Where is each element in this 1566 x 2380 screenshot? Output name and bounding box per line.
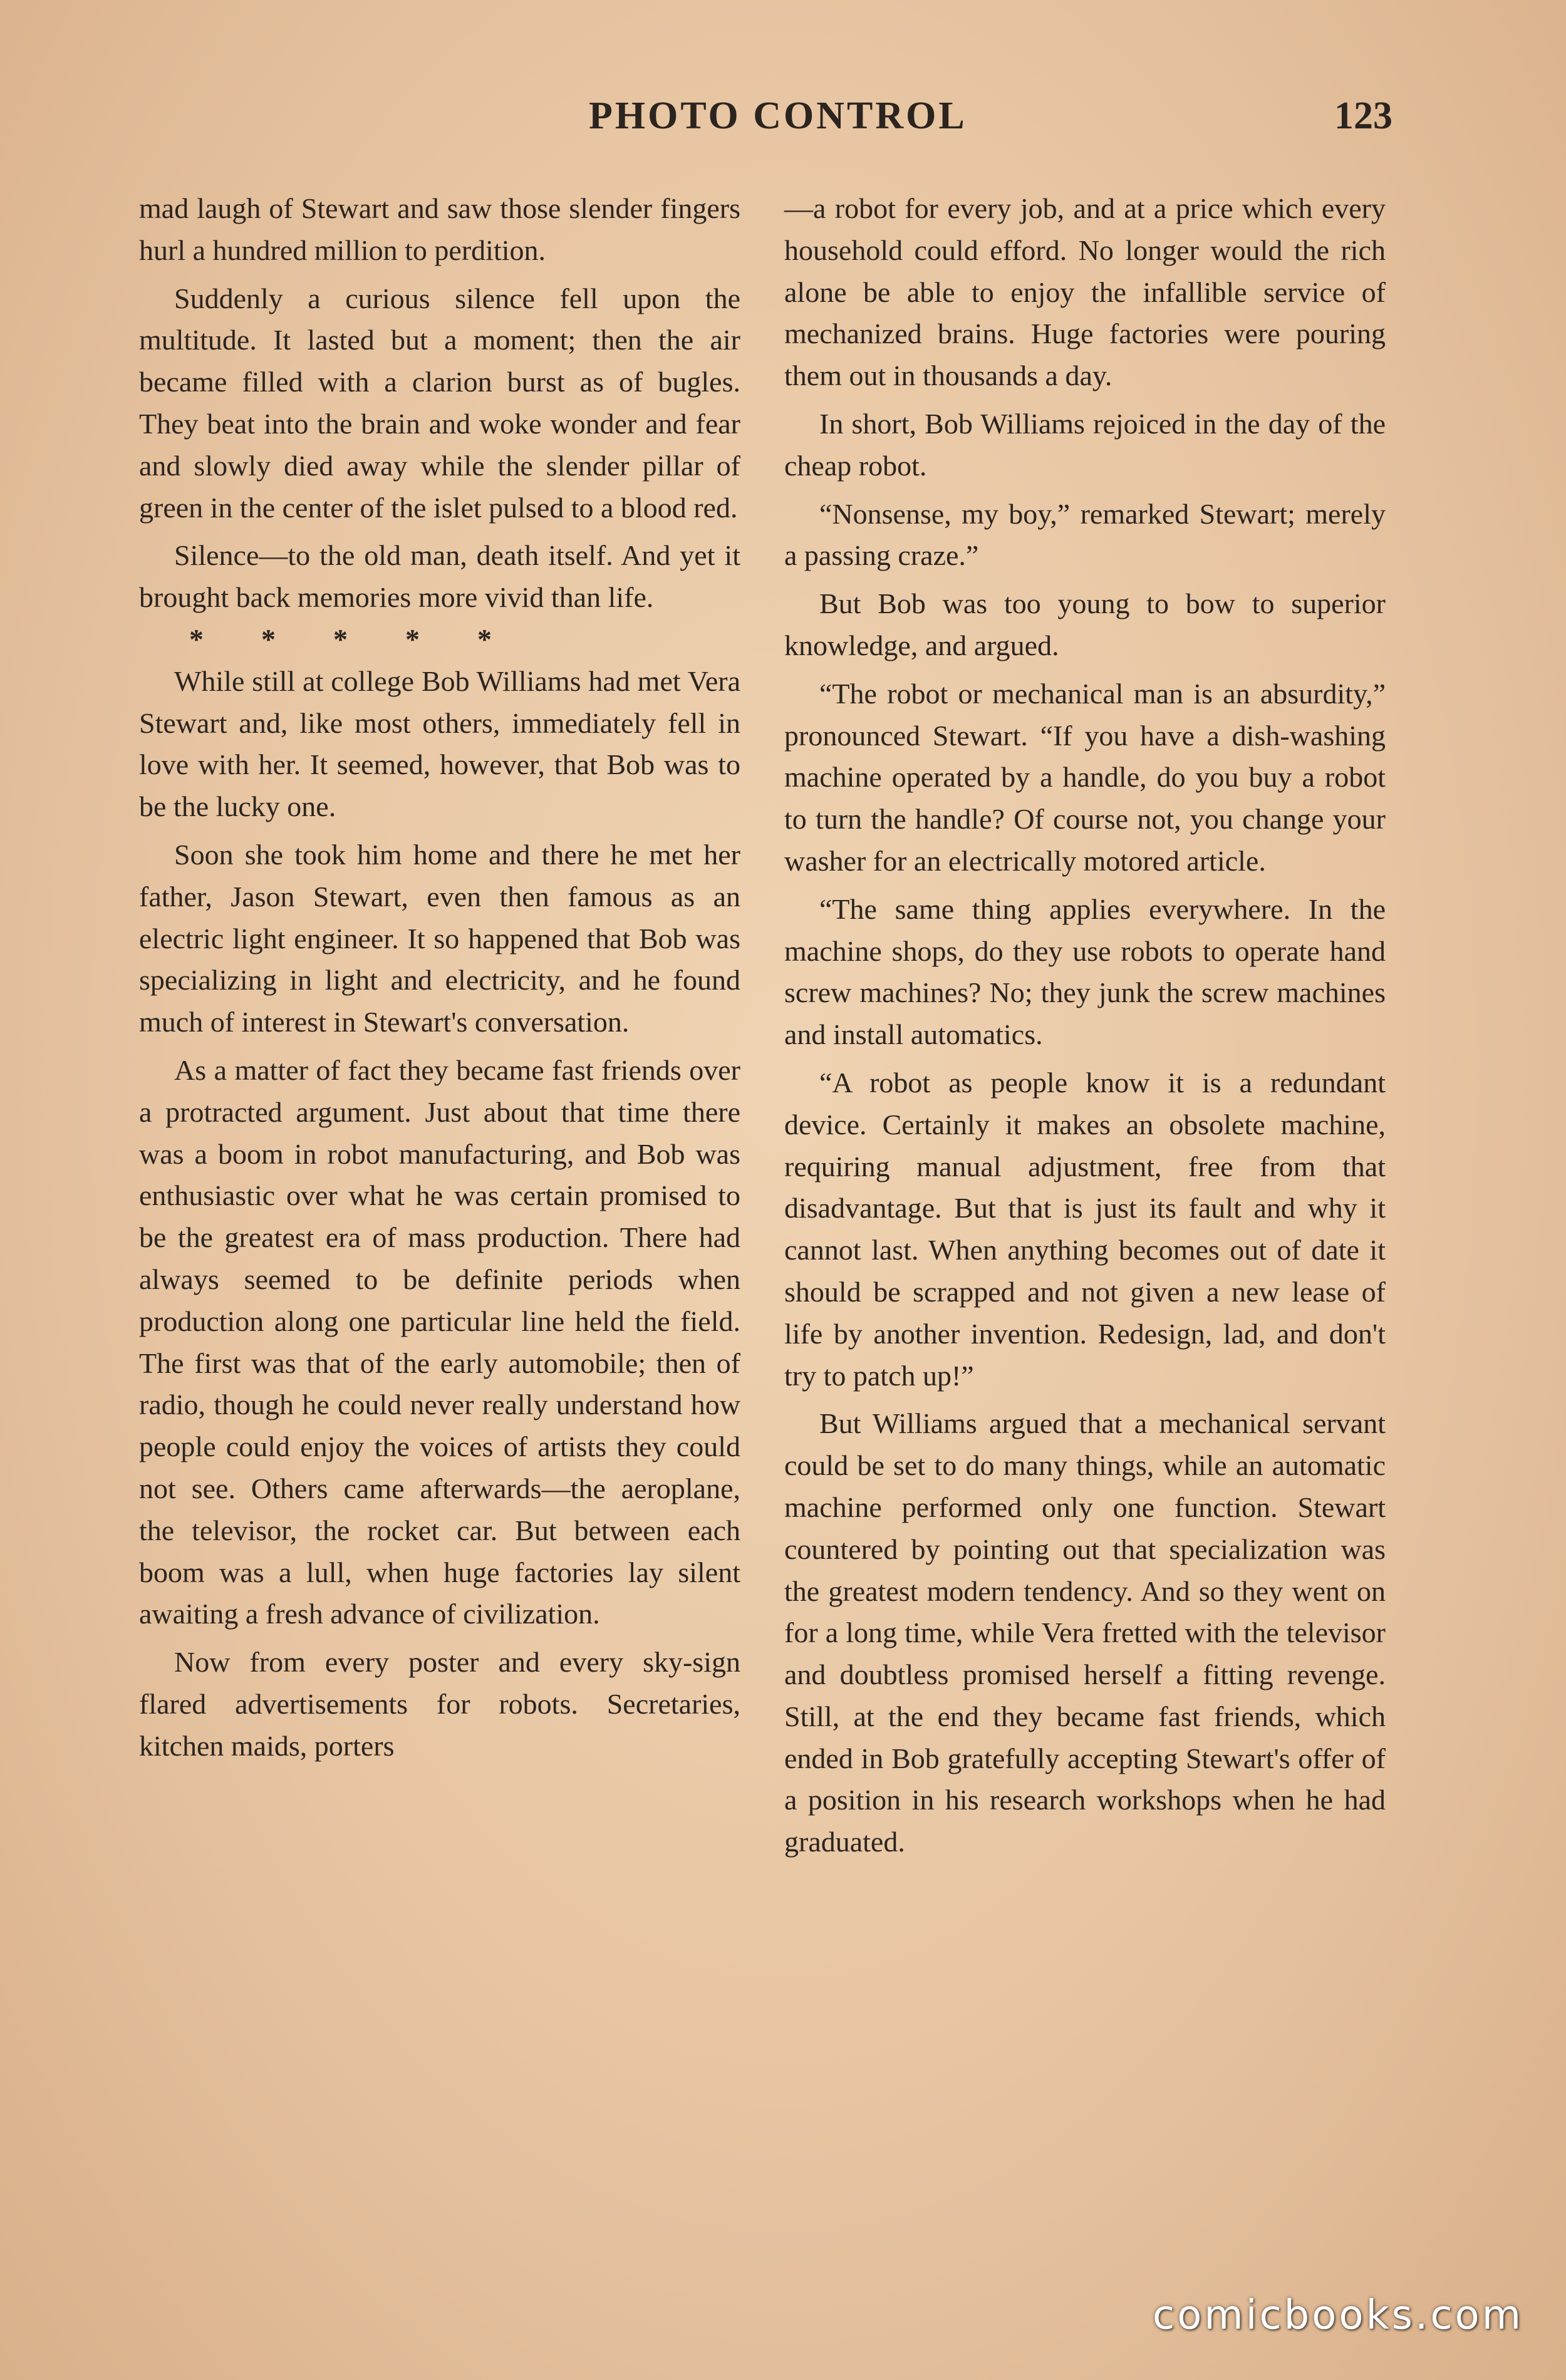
paragraph: But Williams argued that a mechanical servant could be set to do many things, while an automatic machine performed only one function. Stewart countered by pointing out that specialization was the greatest modern tendency. And so they went on for a long time, while Vera fretted with the televisor and doubtless promised herself a fitting revenge. Still, at the end they became fast friends, which ended in Bob gratefully accepting Stewart's offer of a position in his research workshops when he had graduated. — [784, 1407, 1386, 1858]
paragraph: But Bob was too young to bow to superior knowledge, and argued. — [784, 587, 1386, 661]
page-number: 123 — [1334, 95, 1392, 137]
paragraph: In short, Bob Williams rejoiced in the day of the cheap robot. — [784, 407, 1386, 482]
paragraph: —a robot for every job, and at a price which every household could efford. No longer would the rich alone be able to enjoy the infallible service of mechanized brains. Huge factories were pouring them out in thousands a day. — [784, 192, 1386, 392]
site-watermark: comicbooks.com — [1153, 2292, 1524, 2339]
paragraph: Soon she took him home and there he met her father, Jason Stewart, even then famous as an electric light engineer. It so happened that Bob was specializing in light and electricity, and he found much of interest in Stewart's conversation. — [139, 838, 740, 1038]
paragraph: Suddenly a curious silence fell upon the multitude. It lasted but a moment; then the air became filled with a clarion burst as of bugles. They beat into the brain and woke wonder and fear and slowly died away while the slender pillar of green in the center of the islet pulsed to a blood red. — [139, 282, 740, 524]
paragraph: mad laugh of Stewart and saw those slender fingers hurl a hundred million to perdition. — [139, 192, 740, 266]
paragraph: Now from every poster and every sky-sign flared advertisements for robots. Secretaries, kitchen maids, porters — [139, 1646, 740, 1762]
section-break-asterisks: * * * * * — [189, 623, 492, 655]
paragraph: “Nonsense, my boy,” remarked Stewart; merely a passing craze.” — [784, 497, 1386, 572]
paragraph: As a matter of fact they became fast friends over a protracted argument. Just about that time there was a boom in robot manufacturing, and Bob was enthusiastic over what he was certain promised to be the greatest era of mass production. There had always seemed to be definite periods when production along one particular line held the field. The first was that of the early automobile; then of radio, though he could never really understand how people could enjoy the voices of artists they could not see. Others came afterwards—the aeroplane, the televisor, the rocket car. But between each boom was a lull, when huge factories lay silent awaiting a fresh advance of civilization. — [139, 1053, 740, 1630]
paragraph: “The robot or mechanical man is an absurdity,” pronounced Stewart. “If you have a dish-washing machine operated by a handle, do you buy a robot to turn the handle? Of course not, you change your washer for an electrically motored article. — [784, 677, 1386, 877]
left-column — [139, 188, 740, 1767]
paragraph: “The same thing applies everywhere. In the machine shops, do they use robots to operate hand screw machines? No; they junk the screw machines and install automatics. — [784, 892, 1386, 1051]
paragraph: Silence—to the old man, death itself. And yet it brought back memories more vivid than life. — [139, 539, 740, 614]
page-header — [0, 94, 1566, 150]
paragraph: While still at college Bob Williams had met Vera Stewart and, like most others, immediately fell in love with her. It seemed, however, that Bob was to be the lucky one. — [139, 665, 740, 823]
paragraph: “A robot as people know it is a redundant device. Certainly it makes an obsolete machine, requiring manual adjustment, free from that disadvantage. But that is just its fault and why it cannot last. When anything becomes out of date it should be scrapped and not given a new lease of life by another invention. Redesign, lad, and don't try to patch up!” — [784, 1066, 1386, 1392]
right-column — [784, 188, 1386, 1863]
running-head: PHOTO CONTROL — [589, 95, 967, 137]
